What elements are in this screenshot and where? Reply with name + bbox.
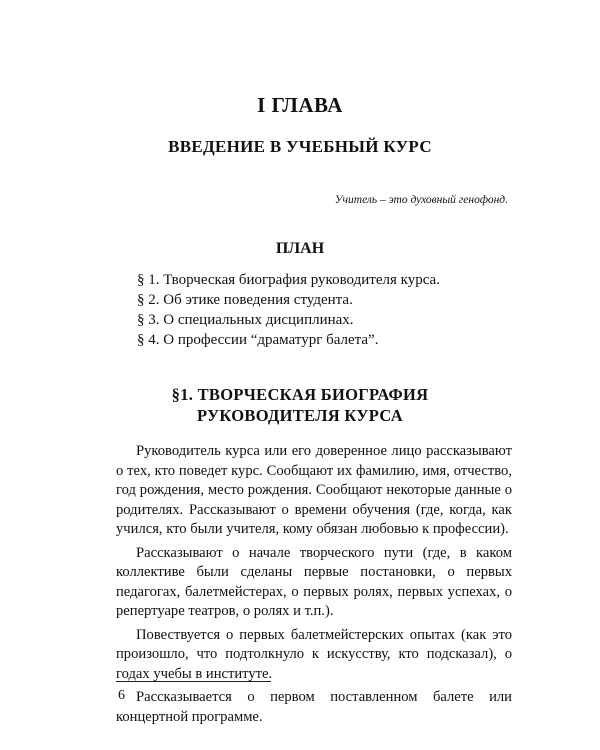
body-text [116,442,512,731]
chapter-heading: I ГЛАВА [257,93,343,117]
plan-item: § 1. Творческая биография руководителя курса. [137,272,440,288]
paragraph: Рассказывается о первом поставленном балете или концертной программе. [116,689,512,725]
plan-item: § 2. Об этике поведения студента. [137,292,353,308]
plan-item: § 3. О специальных дисциплинах. [137,312,354,328]
paragraph: Рассказывают о начале творческого пути (где, в каком коллективе были сделаны первые постановки, о первых педагогах, балетмейстерах, о первых ролях, первых успехах, о репертуаре театров, о ролях и т.п.). [116,544,512,619]
chapter-title: ВВЕДЕНИЕ В УЧЕБНЫЙ КУРС [168,137,432,156]
page-number: 6 [118,688,125,703]
paragraph: Руководитель курса или его доверенное лицо рассказывают о тех, кто поведет курс. Сообщают их фамилию, имя, отчество, год рождения, место рождения. Сообщают некоторые данные о родителях. Рассказывают о времени обучения (где, когда, как учился, кто были учителя, кому обязан любовью к профессии). [116,443,512,537]
footnote-divider [116,681,271,682]
section-title-line: §1. ТВОРЧЕСКАЯ БИОГРАФИЯ [171,385,429,404]
paragraph: Повествуется о первых балетмейстерских опытах (как это произошло, что подтолкнуло к искусству, кто подсказал), о годах учебы в институте. [116,626,512,682]
epigraph: Учитель – это духовный генофонд. [334,194,508,206]
section-title [0,384,600,426]
plan-heading: ПЛАН [275,240,325,257]
section-title-line: РУКОВОДИТЕЛЯ КУРСА [197,406,403,425]
plan-item: § 4. О профессии “драматург балета”. [137,332,379,348]
plan-list [137,270,440,350]
